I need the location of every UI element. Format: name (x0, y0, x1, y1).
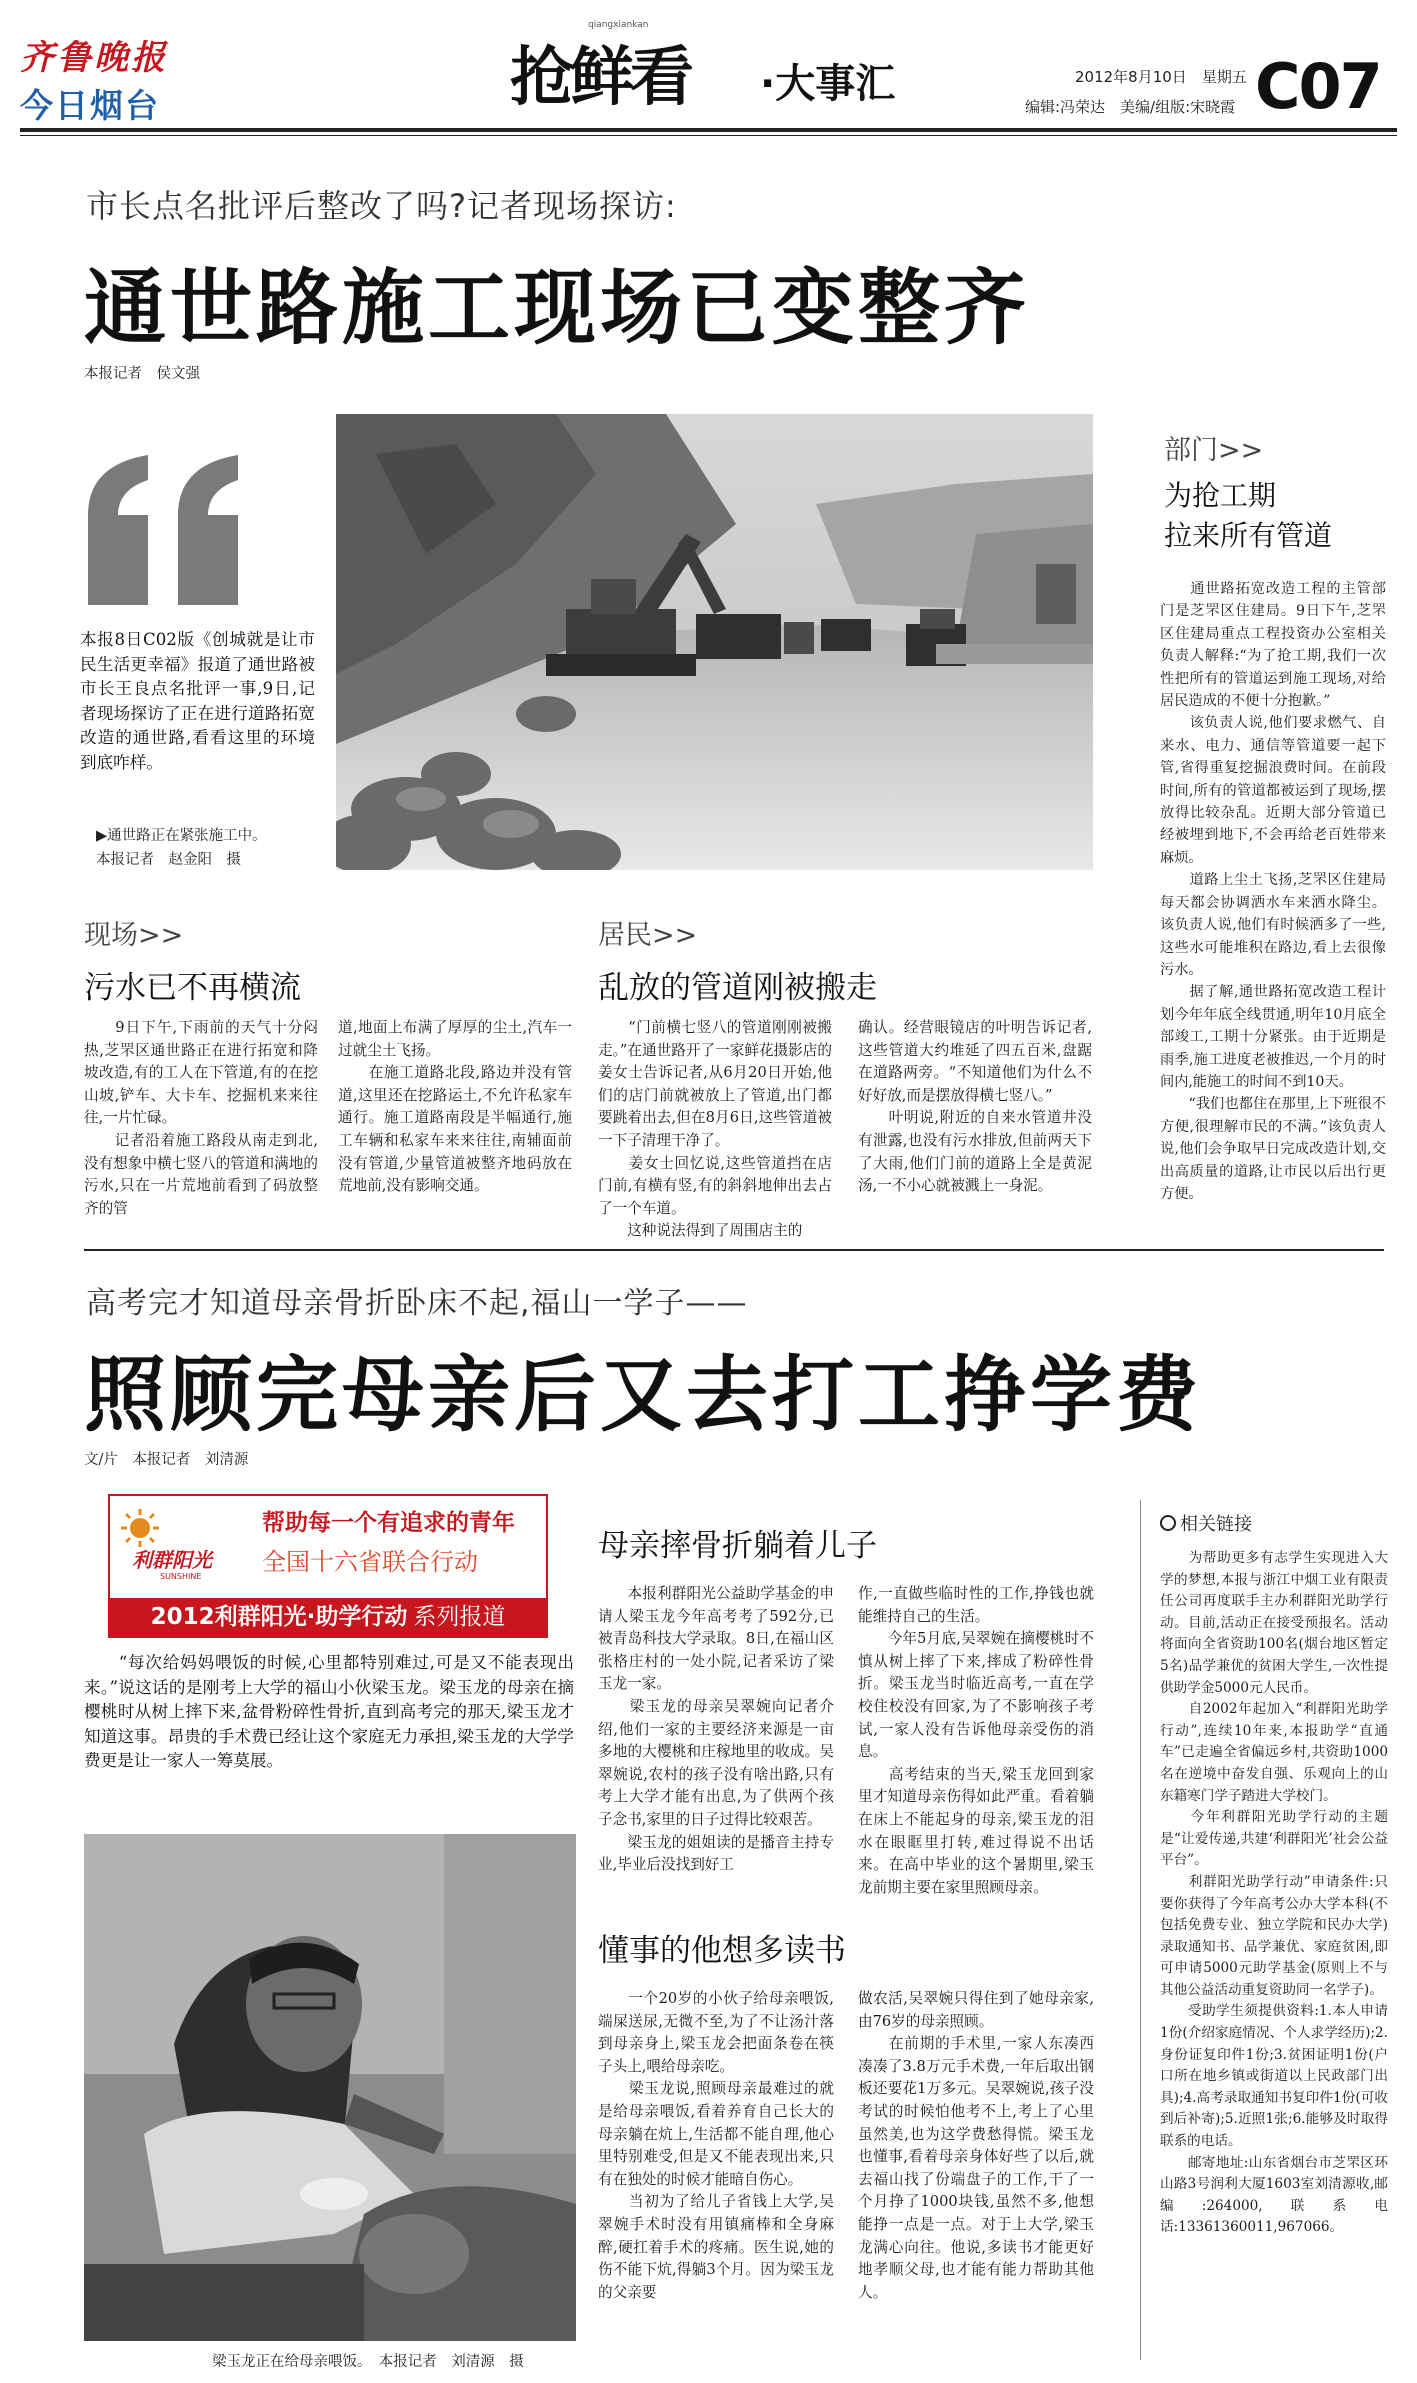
banner-series-bold: 2012利群阳光·助学行动 (150, 1604, 408, 1630)
section-logo-text: 抢鲜看 (510, 41, 690, 115)
related-label (1160, 1510, 1252, 1536)
editors-line: 编辑:冯荣达 美编/组版:宋晓霞 (1025, 98, 1236, 116)
dept-label: 部门>> (1164, 435, 1264, 466)
banner-brand: 利群阳光 (132, 1548, 212, 1572)
section2-title: 懂事的他想多读书 (598, 1933, 846, 1969)
story1-byline: 本报记者 侯文强 (84, 366, 200, 382)
page-number: C07 (1255, 50, 1381, 123)
story-divider (84, 1249, 1384, 1251)
photo2-caption: 梁玉龙正在给母亲喂饭。 本报记者 刘清源 摄 (212, 2354, 524, 2370)
photo1-caption-line2: 本报记者 赵金阳 摄 (96, 852, 241, 868)
residents-col2: 确认。经营眼镜店的叶明告诉记者,这些管道大约堆延了四五百米,盘踞在道路两旁。“不知道他们为什么不好好放,而是摆放得横七竖八。” 叶明说,附近的自来水管道井没有泄露,也没有污水排放,但前两天下了大雨,他们门前的道路上全是黄泥汤,一不小心就被溅上一身泥。 (858, 1019, 1092, 1195)
banner-series (110, 1598, 546, 1636)
scene-title: 污水已不再横流 (84, 970, 301, 1006)
related-label-text: 相关链接 (1180, 1514, 1252, 1535)
dept-title-2: 拉来所有管道 (1164, 519, 1333, 552)
dept-text: 通世路拓宽改造工程的主管部门是芝罘区住建局。9日下午,芝罘区住建局重点工程投资办公室相关负责人解释:“为了抢工期,我们一次性把所有的管道运到施工现场,对给居民造成的不便十分抱歉。” 该负责人说,他们要求燃气、自来水、电力、通信等管道要一起下管,省得重复挖掘浪费时间。在前段时间,所有的管道都被运到了现场,摆放得比较杂乱。近期大部分管道已经被埋到地下,不会再给老百姓带来麻烦。 道路上尘土飞扬,芝罘区住建局每天都会协调洒水车来洒水降尘。该负责人说,他们有时候洒多了一些,这些水可能堆积在路边,看上去很像污水。 据了解,通世路拓宽改造工程计划今年年底全线贯通,明年10月底全部竣工,工期十分紧张。由于近期是雨季,施工进度老被推迟,一个月的时间内,能施工的时间不到10天。 “我们也都住在那里,上下班很不方便,很理解市民的不满。”该负责人说,他们会争取早日完成改造计划,交出高质量的道路,让市民以后出行更方便。 (1160, 581, 1386, 1202)
edition-name: 今日烟台 (20, 86, 160, 125)
section2-col2: 做农活,吴翠婉只得住到了她母亲家,由76岁的母亲照顾。 在前期的手术里,一家人东凑西凑凑了3.8万元手术费,一年后取出钢板还要花1万多元。吴翠婉说,孩子没考试的时候怕他考不上,考上了心里虽然美,也为这学费愁得慌。梁玉龙也懂事,看着母亲身体好些了以后,就去福山找了份端盘子的工作,干了一个月挣了1000块钱,虽然不多,他想能挣一点是一点。对于上大学,梁玉龙满心向往。他说,多读书才能更好地孝顺父母,也才能有能力帮助其他人。 (858, 1990, 1094, 2301)
section1-col2: 作,一直做些临时性的工作,挣钱也就能维持自己的生活。 今年5月底,吴翠婉在摘樱桃时不慎从树上摔了下来,摔成了粉碎性骨折。梁玉龙当时临近高考,一直在学校住校没有回家,为了不影响孩子考试,一家人没有告诉他母亲受伤的消息。 高考结束的当天,梁玉龙回到家里才知道母亲伤得如此严重。看着躺在床上不能起身的母亲,梁玉龙的泪水在眼眶里打转,难过得说不出话来。在高中毕业的这个暑期里,梁玉龙前期主要在家里照顾母亲。 (858, 1585, 1094, 1896)
construction-photo (336, 414, 1093, 870)
story2-headline: 照顾完母亲后又去打工挣学费 (84, 1348, 1203, 1443)
section1-col1: 本报利群阳光公益助学基金的申请人梁玉龙今年高考考了592分,已被青岛科技大学录取。8日,在福山区张格庄村的一处小院,记者采访了梁玉龙一家。 梁玉龙的母亲吴翠婉向记者介绍,他们一家的主要经济来源是一亩多地的大樱桃和庄稼地里的收成。吴翠婉说,农村的孩子没有啥出路,只有考上大学才能有出息,为了供两个孩子念书,家里的日子过得比较艰苦。 梁玉龙的姐姐读的是播音主持专业,毕业后没找到好工 (598, 1585, 834, 1874)
story1-intro: 本报8日C02版《创城就是让市民生活更幸福》报道了通世路被市长王良点名批评一事,9日,记者现场探访了正在进行道路拓宽改造的通世路,看看这里的环境到底咋样。 (80, 630, 315, 772)
residents-label: 居民>> (598, 920, 698, 951)
residents-col1: “门前横七竖八的管道刚刚被搬走。”在通世路开了一家鲜花摄影店的姜女士告诉记者,从6月20日开始,他们的店门前就被放上了管道,出门都要跳着出去,但在8月6日,这些管道被一下子清理干净了。 姜女士回忆说,这些管道挡在店门前,有横有竖,有的斜斜地伸出去占了一个车道。 这种说法得到了周围店主的 (598, 1019, 832, 1240)
section-name: ·大事汇 (760, 61, 896, 107)
sidebar-rule (1140, 1500, 1141, 2360)
banner-slogan-2: 全国十六省联合行动 (262, 1548, 478, 1576)
section2-col1: 一个20岁的小伙子给母亲喂饭,端屎送尿,无微不至,为了不让汤汁落到母亲身上,梁玉龙会把面条卷在筷子头上,喂给母亲吃。 梁玉龙说,照顾母亲最难过的就是给母亲喂饭,看着养育自己长大的母亲躺在炕上,生活都不能自理,他心里特别难受,但是又不能表现出来,只有在独处的时候才能暗自伤心。 当初为了给儿子省钱上大学,吴翠婉手术时没有用镇痛棒和全身麻醉,硬扛着手术的疼痛。医生说,她的伤不能下炕,得躺3个月。因为梁玉龙的父亲要 (598, 1990, 834, 2301)
issue-date (1075, 66, 1247, 87)
banner-series-light: 系列报道 (413, 1604, 506, 1630)
banner-logo (120, 1508, 250, 1588)
photo1-caption-line1: ▶通世路正在紧张施工中。 (96, 828, 267, 844)
scene-label: 现场>> (84, 920, 184, 951)
paper-name: 齐鲁晚报 (20, 38, 168, 78)
link-icon (1160, 1515, 1176, 1531)
masthead-rule-thin (20, 135, 1397, 136)
section-logo (510, 18, 700, 114)
section-logo-pinyin: qiangxiankan (588, 20, 649, 30)
date-text: 2012年8月10日 (1075, 68, 1187, 86)
feeding-photo (84, 1834, 576, 2341)
banner-slogan-1: 帮助每一个有追求的青年 (262, 1509, 515, 1536)
section1-title: 母亲摔骨折躺着儿子 (598, 1528, 877, 1564)
sun-icon (120, 1508, 160, 1548)
story2-lede: “每次给妈妈喂饭的时候,心里都特别难过,可是又不能表现出来。”说这话的是刚考上大学的福山小伙梁玉龙。梁玉龙的母亲在摘樱桃时从树上摔下来,盆骨粉碎性骨折,直到高考完的那天,梁玉龙才知道这事。昂贵的手术费已经让这个家庭无力承担,梁玉龙的大学学费更是让一家人一筹莫展。 (84, 1653, 574, 1771)
masthead-rule (20, 128, 1397, 132)
related-text: 为帮助更多有志学生实现进入大学的梦想,本报与浙江中烟工业有限责任公司再度联手主办利群阳光助学行动。目前,活动正在接受预报名。活动将面向全省资助100名(烟台地区暂定5名)品学兼优的贫困大学生,一次性提供助学金5000元人民币。 自2002年起加入“利群阳光助学行动”,连续10年来,本报助学“直通车”已走遍全省偏远乡村,共资助1000名在逆境中奋发自强、乐观向上的山东籍寒门学子踏进大学校门。 今年利群阳光助学行动的主题是“让爱传递,共建‘利群阳光’社会公益平台”。 利群阳光助学行动”申请条件:只要你获得了今年高考公办大学本科(不包括免费专业、独立学院和民办大学)录取通知书、品学兼优、家庭贫困,即可申请5000元助学基金(原则上不与其他公益活动重复资助同一名学子)。 受助学生须提供资料:1.本人申请1份(介绍家庭情况、个人求学经历);2.身份证复印件1份;3.贫困证明1份(户口所在地乡镇或街道以上民政部门出具);4.高考录取通知书复印件1份(可收到后补寄);5.近照1张;6.能够及时取得联系的电话。 邮寄地址:山东省烟台市芝罘区环山路3号润利大厦1603室刘清源收,邮编:264000,联系电话:13361360011,967066。 (1160, 1550, 1388, 2236)
sunshine-banner (108, 1494, 548, 1638)
scene-col1: 9日下午,下雨前的天气十分闷热,芝罘区通世路正在进行拓宽和降坡改造,有的工人在下管道,有的在挖山坡,铲车、大卡车、挖掘机来来往往,一片忙碌。 记者沿着施工路段从南走到北,没有想象中横七竖八的管道和满地的污水,只在一片荒地前看到了码放整齐的管 (84, 1019, 318, 1217)
dept-title-1: 为抢工期 (1164, 479, 1277, 512)
story1-headline: 通世路施工现场已变整齐 (84, 261, 1031, 356)
banner-brand-sub: SUNSHINE (160, 1572, 202, 1581)
weekday-text: 星期五 (1201, 68, 1247, 86)
story2-byline: 文/片 本报记者 刘清源 (84, 1452, 249, 1468)
quote-mark-icon (78, 455, 258, 605)
photo1-caption (96, 824, 336, 872)
story2-kicker: 高考完才知道母亲骨折卧床不起,福山一学子—— (86, 1286, 748, 1321)
scene-col2: 道,地面上布满了厚厚的尘土,汽车一过就尘土飞扬。 在施工道路北段,路边并没有管道,这里还在挖路运土,不允许私家车通行。施工道路南段是半幅通行,施工车辆和私家车来来往往,南辅面前没有管道,少量管道被整齐地码放在荒地前,没有影响交通。 (338, 1019, 572, 1195)
story1-kicker: 市长点名批评后整改了吗?记者现场探访: (86, 187, 677, 225)
residents-title: 乱放的管道刚被搬走 (598, 970, 877, 1006)
